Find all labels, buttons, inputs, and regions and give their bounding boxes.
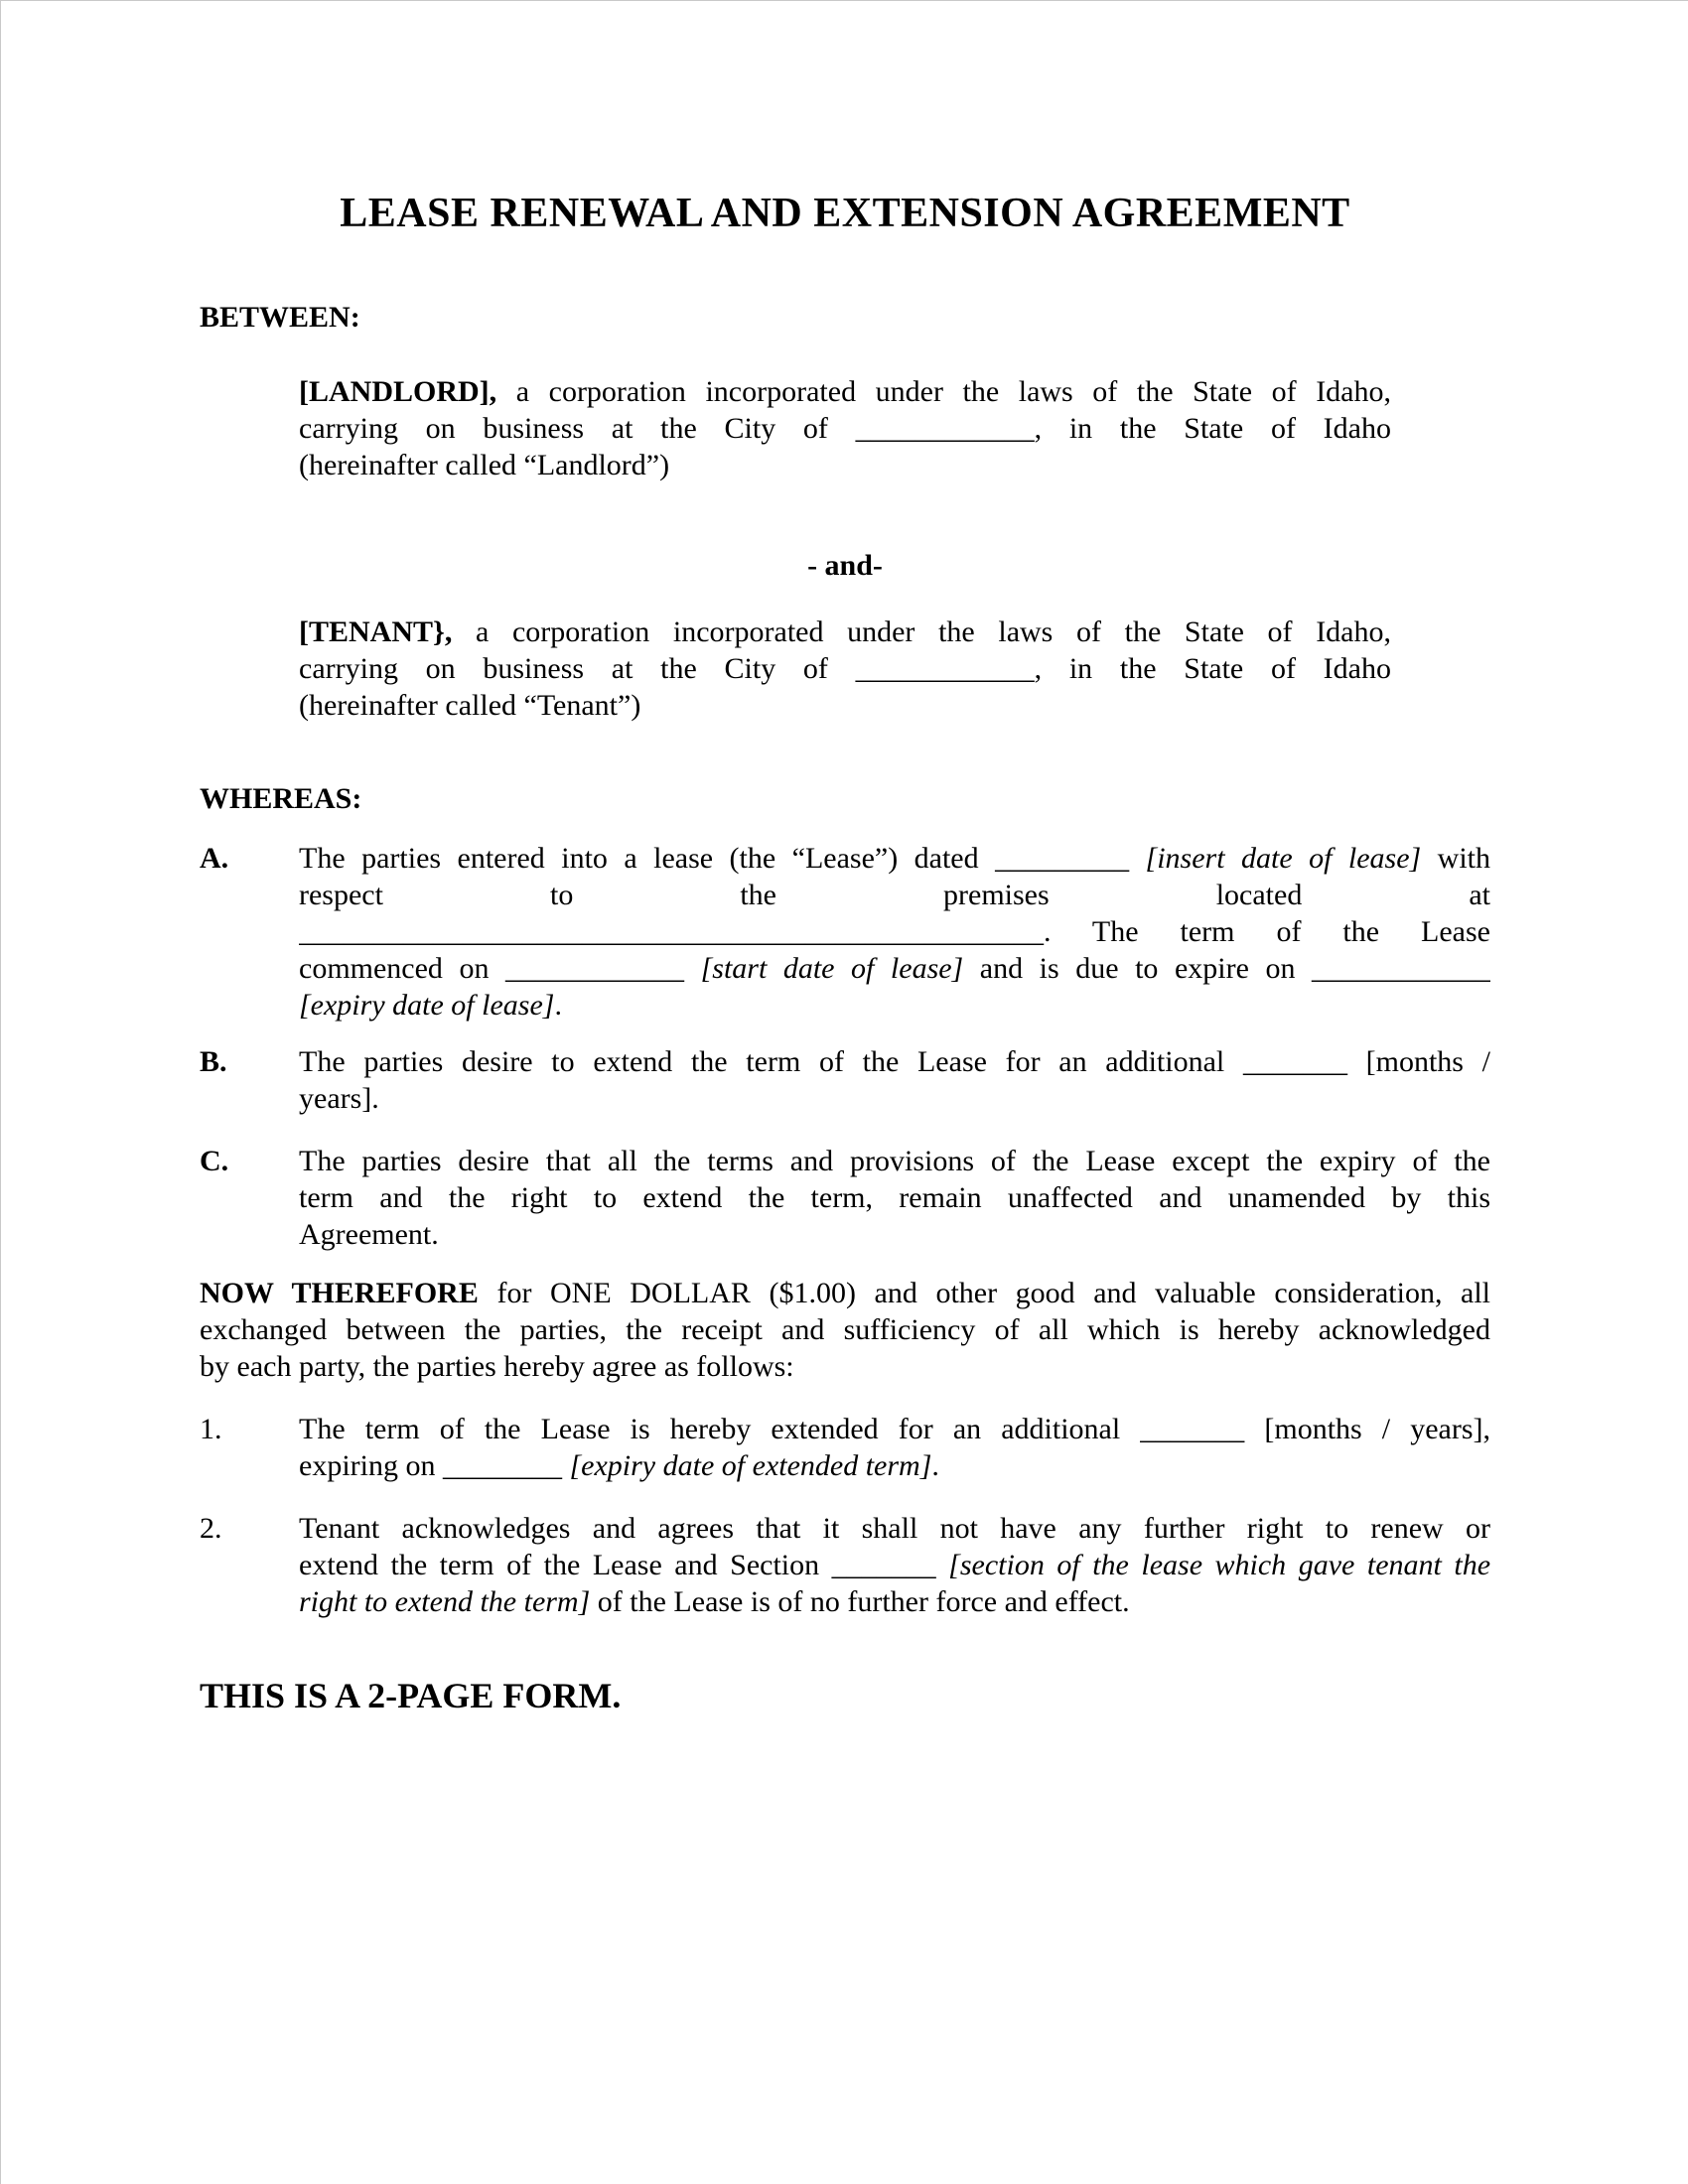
- text-line: [299, 1583, 1490, 1620]
- clause-2-label: 2.: [200, 1512, 222, 1545]
- text-line: [200, 299, 1490, 336]
- page-count-note: THIS IS A 2-PAGE FORM.: [200, 1676, 622, 1715]
- recital-a-label: A.: [200, 842, 229, 875]
- text-line: [200, 780, 1490, 817]
- text-segment: carrying on business at the City of: [299, 412, 856, 445]
- text-line: [299, 913, 1490, 950]
- text-segment: term and the right to extend the term, remain unaffected and unamended by this: [299, 1181, 1490, 1214]
- text-line: [299, 1411, 1490, 1447]
- text-segment: [684, 952, 701, 985]
- text-segment: Tenant acknowledges and agrees that it shall not have any further right to renew or: [299, 1512, 1490, 1545]
- fill-in-blank: ____________: [505, 952, 685, 985]
- italic-segment: [expiry date of lease]: [299, 989, 555, 1022]
- recital-c-label: C.: [200, 1145, 229, 1177]
- text-segment: (hereinafter called “Landlord”): [299, 449, 670, 481]
- text-segment: .: [554, 989, 562, 1022]
- recital-b: [200, 1043, 1490, 1117]
- text-line: [299, 1216, 1490, 1253]
- text-line: [299, 614, 1391, 650]
- recital-c-text: [299, 1143, 1490, 1253]
- text-segment: [months / years],: [1244, 1413, 1490, 1445]
- bold-segment: WHEREAS:: [200, 782, 362, 815]
- text-line: [299, 1043, 1490, 1080]
- clause-2-text: [299, 1510, 1490, 1620]
- text-segment: respect to the premises located at: [299, 879, 1490, 911]
- clause-1: [200, 1411, 1490, 1484]
- text-segment: [1129, 842, 1145, 875]
- text-segment: carrying on business at the City of: [299, 652, 856, 685]
- now-therefore-paragraph: [200, 1275, 1490, 1385]
- fill-in-blank: __________________________________________________: [299, 915, 1044, 948]
- text-segment: of the Lease is of no further force and effect.: [590, 1585, 1130, 1618]
- text-segment: exchanged between the parties, the receipt and sufficiency of all which is hereby acknowledged: [200, 1313, 1490, 1346]
- clause-1-label: 1.: [200, 1413, 222, 1445]
- bold-segment: [LANDLORD],: [299, 375, 497, 408]
- text-line: [299, 1547, 1490, 1583]
- recital-c: [200, 1143, 1490, 1253]
- italic-segment: [insert date of lease]: [1145, 842, 1422, 875]
- text-segment: with: [1421, 842, 1490, 875]
- text-line: [299, 877, 1490, 913]
- text-line: [299, 1080, 1490, 1117]
- text-segment: a corporation incorporated under the laws of the State of Idaho,: [452, 615, 1391, 648]
- text-line: [299, 1447, 1490, 1484]
- whereas-heading: [200, 780, 1490, 817]
- text-segment: extend the term of the Lease and Section: [299, 1549, 832, 1581]
- text-segment: [936, 1549, 949, 1581]
- between-heading: [200, 299, 1490, 336]
- recital-a: [200, 840, 1490, 1024]
- document-body: [200, 299, 1490, 1620]
- bold-segment: NOW THEREFORE: [200, 1277, 479, 1309]
- text-segment: The parties desire to extend the term of the Lease for an additional: [299, 1045, 1243, 1078]
- recital-a-text: [299, 840, 1490, 1024]
- bold-segment: BETWEEN:: [200, 301, 360, 334]
- text-line: [299, 410, 1391, 447]
- landlord-paragraph: [299, 373, 1391, 483]
- text-line: [200, 1311, 1490, 1348]
- document-title: LEASE RENEWAL AND EXTENSION AGREEMENT: [340, 191, 1350, 236]
- text-segment: commenced on: [299, 952, 506, 985]
- text-line: [299, 1510, 1490, 1547]
- text-segment: and is due to expire on: [963, 952, 1313, 985]
- text-segment: .: [931, 1449, 939, 1482]
- text-segment: expiring on: [299, 1449, 443, 1482]
- text-segment: for ONE DOLLAR ($1.00) and other good and valuable consideration, all: [478, 1277, 1490, 1309]
- clause-1-text: [299, 1411, 1490, 1484]
- fill-in-blank: _________: [995, 842, 1130, 875]
- text-segment: , in the State of Idaho: [1034, 412, 1391, 445]
- bold-segment: [TENANT},: [299, 615, 453, 648]
- text-line: [299, 950, 1490, 987]
- recital-b-text: [299, 1043, 1490, 1117]
- text-segment: The parties entered into a lease (the “Lease”) dated: [299, 842, 996, 875]
- fill-in-blank: ________: [442, 1449, 562, 1482]
- fill-in-blank: ____________: [1312, 952, 1490, 985]
- text-segment: (hereinafter called “Tenant”): [299, 689, 641, 722]
- italic-segment: [section of the lease which gave tenant the: [948, 1549, 1490, 1581]
- text-line: [299, 650, 1391, 687]
- text-segment: a corporation incorporated under the laws of the State of Idaho,: [496, 375, 1391, 408]
- fill-in-blank: _______: [831, 1549, 936, 1581]
- text-line: [200, 1275, 1490, 1311]
- text-line: [200, 547, 1490, 584]
- text-line: [299, 687, 1391, 724]
- text-line: [299, 840, 1490, 877]
- italic-segment: [expiry date of extended term]: [569, 1449, 932, 1482]
- fill-in-blank: ____________: [855, 652, 1035, 685]
- text-line: [299, 987, 1490, 1024]
- text-segment: years].: [299, 1082, 379, 1115]
- text-segment: The term of the Lease is hereby extended for an additional: [299, 1413, 1141, 1445]
- clause-2: [200, 1510, 1490, 1620]
- text-segment: The parties desire that all the terms and provisions of the Lease except the expiry of the: [299, 1145, 1490, 1177]
- fill-in-blank: _______: [1242, 1045, 1347, 1078]
- text-segment: [months /: [1346, 1045, 1490, 1078]
- text-line: [299, 373, 1391, 410]
- text-segment: by each party, the parties hereby agree as follows:: [200, 1350, 794, 1383]
- text-line: [299, 1143, 1490, 1179]
- text-line: [299, 1179, 1490, 1216]
- tenant-paragraph: [299, 614, 1391, 724]
- and-separator: [200, 547, 1490, 584]
- recital-b-label: B.: [200, 1045, 227, 1078]
- document-content: [200, 190, 1490, 1717]
- text-segment: Agreement.: [299, 1218, 439, 1251]
- fill-in-blank: _______: [1140, 1413, 1245, 1445]
- italic-segment: [start date of lease]: [700, 952, 964, 985]
- text-line: [299, 447, 1391, 483]
- fill-in-blank: ____________: [855, 412, 1035, 445]
- italic-segment: right to extend the term]: [299, 1585, 591, 1618]
- text-segment: . The term of the Lease: [1044, 915, 1490, 948]
- bold-segment: - and-: [807, 549, 883, 582]
- text-line: [200, 1348, 1490, 1385]
- text-segment: , in the State of Idaho: [1034, 652, 1391, 685]
